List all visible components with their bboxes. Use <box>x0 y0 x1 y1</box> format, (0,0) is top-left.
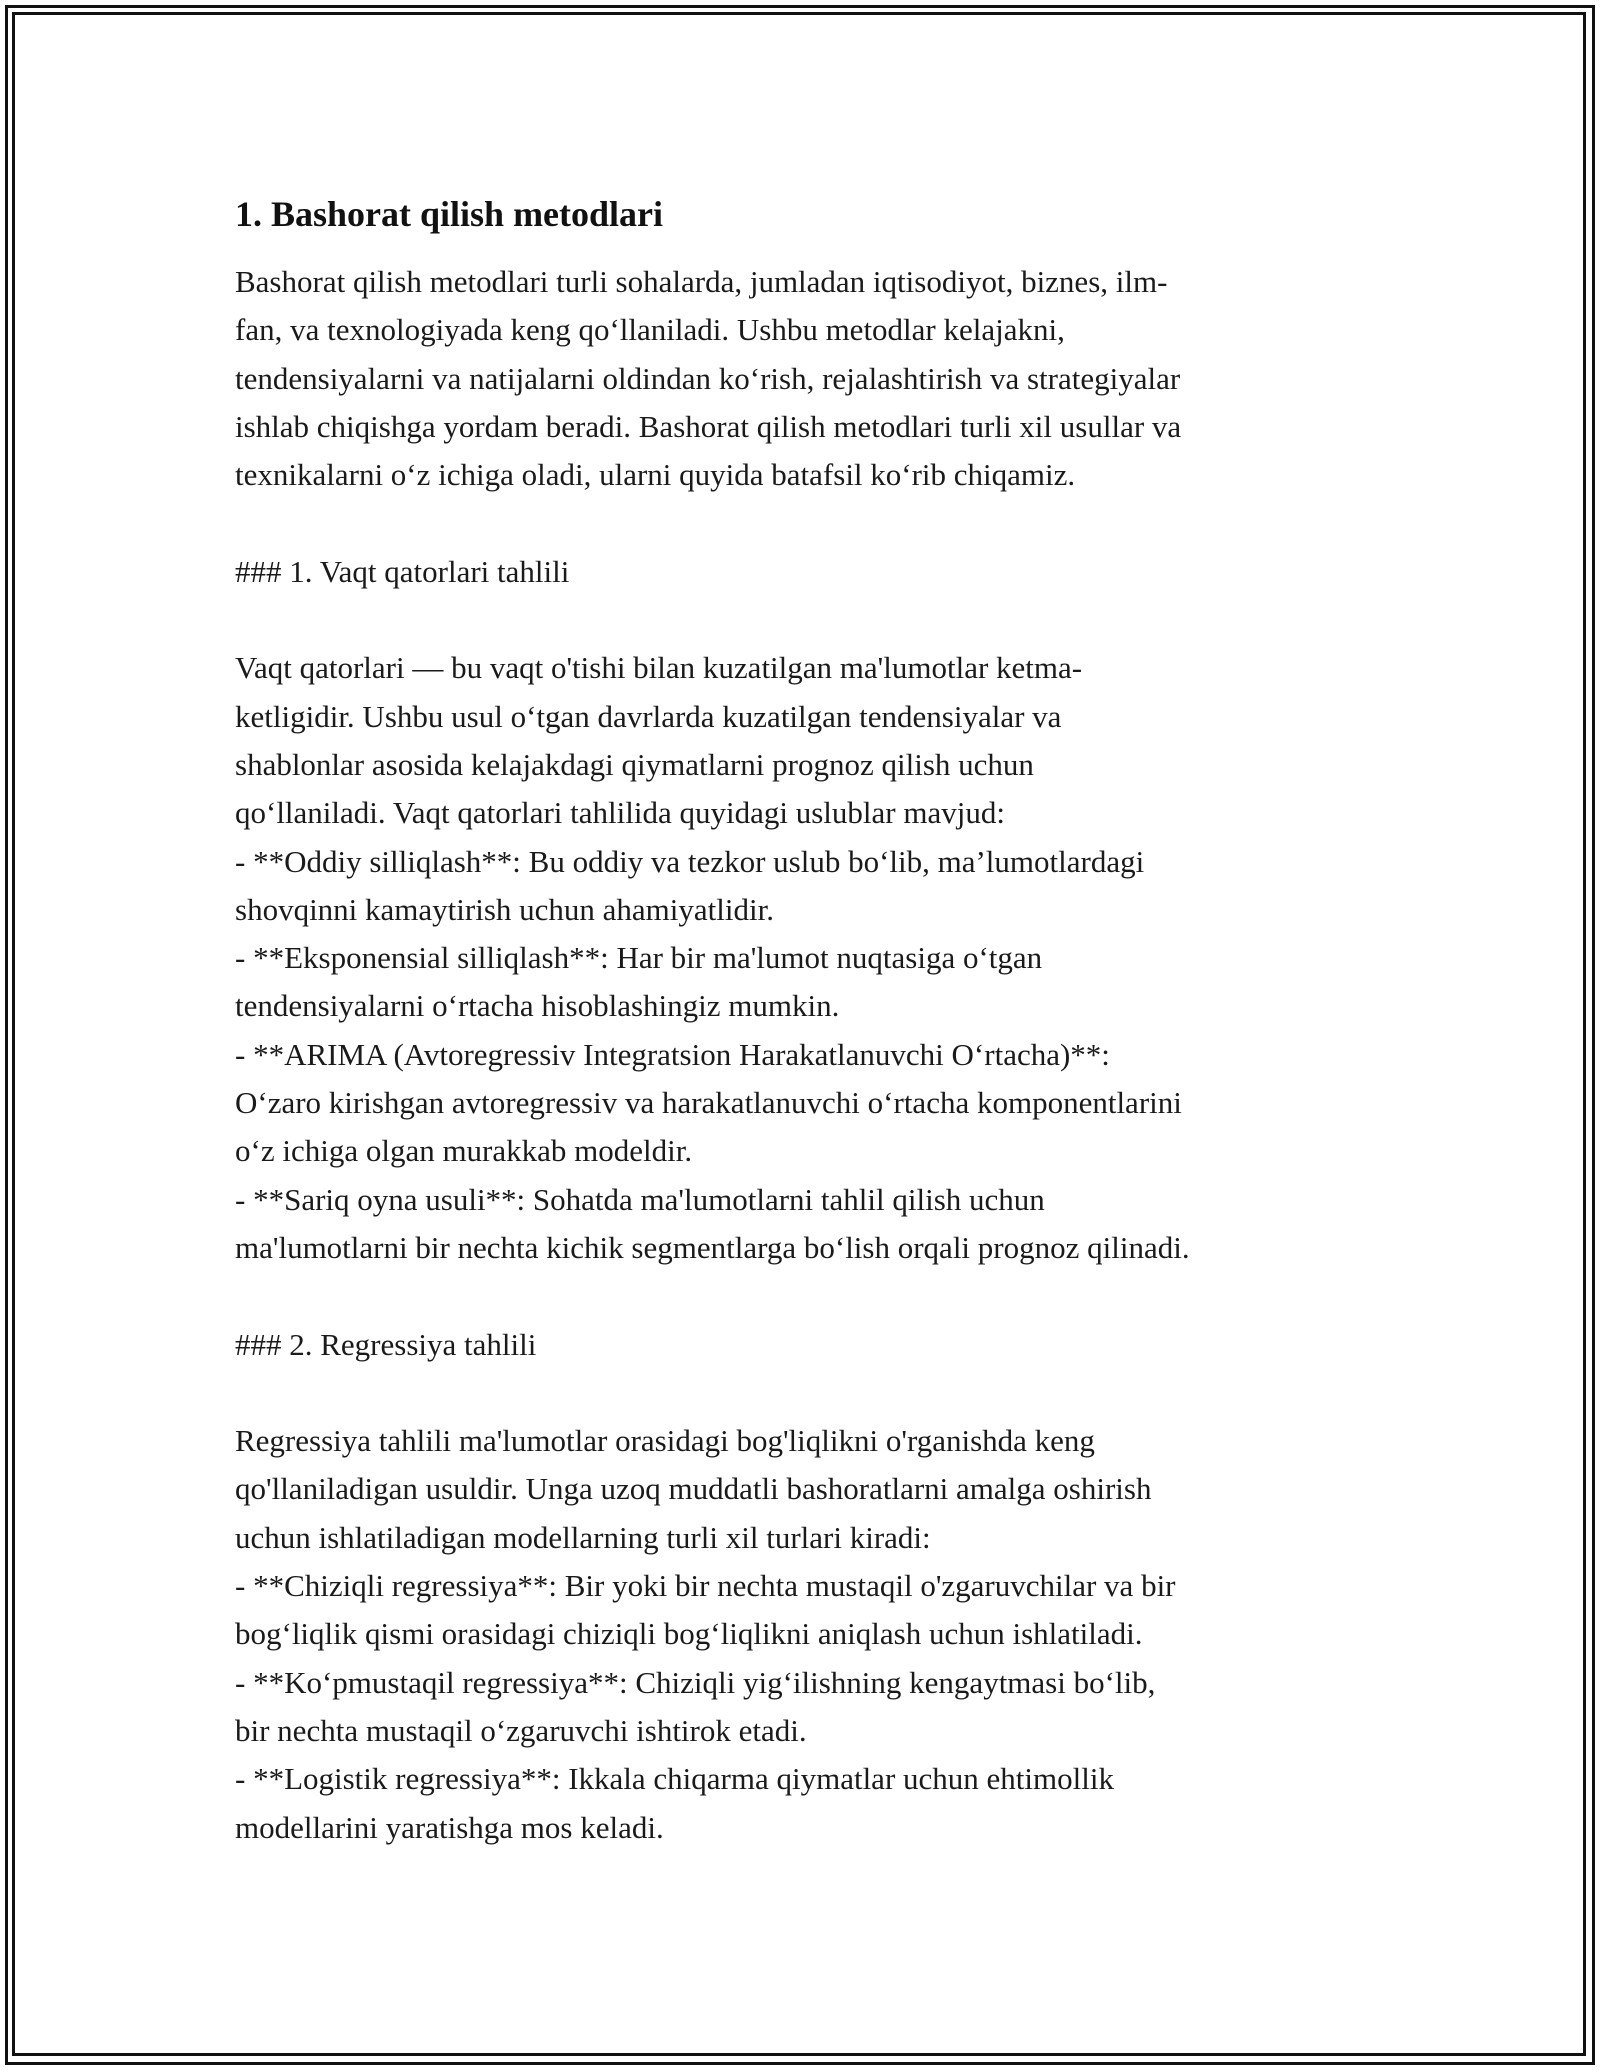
text-line: - **Eksponensial silliqlash**: Har bir ma'lumot nuqtasiga o‘tgan <box>235 940 1043 976</box>
text-line: - **Sariq oyna usuli**: Sohatda ma'lumotlarni tahlil qilish uchun <box>235 1181 1045 1217</box>
text-line: O‘zaro kirishgan avtoregressiv va harakatlanuvchi o‘rtacha komponentlarini <box>235 1085 1182 1121</box>
text-line: uchun ishlatiladigan modellarning turli xil turlari kiradi: <box>235 1519 931 1555</box>
text-line: - **Oddiy silliqlash**: Bu oddiy va tezkor uslub bo‘lib, ma’lumotlardagi <box>235 843 1145 879</box>
text-line: shovqinni kamaytirish uchun ahamiyatlidir. <box>235 891 774 927</box>
paragraph-gap <box>235 499 1375 547</box>
text-line: - **Ko‘pmustaqil regressiya**: Chiziqli yig‘ilishning kengaytmasi bo‘lib, <box>235 1664 1156 1700</box>
document-title: 1. Bashorat qilish metodlari <box>235 194 664 234</box>
text-line: fan, va texnologiyada keng qo‘llaniladi. Ushbu metodlar kelajakni, <box>235 312 1065 348</box>
text-line: texnikalarni o‘z ichiga oladi, ularni quyida batafsil ko‘rib chiqamiz. <box>235 457 1076 493</box>
text-line: ishlab chiqishga yordam beradi. Bashorat qilish metodlari turli xil usullar va <box>235 408 1182 444</box>
paragraph <box>235 1417 1375 1852</box>
text-line: Vaqt qatorlari — bu vaqt o'tishi bilan kuzatilgan ma'lumotlar ketma- <box>235 650 1083 686</box>
text-line: ketligidir. Ushbu usul o‘tgan davrlarda kuzatilgan tendensiyalar va <box>235 698 1062 734</box>
text-line: bog‘liqlik qismi orasidagi chiziqli bog‘liqlikni aniqlash uchun ishlatiladi. <box>235 1616 1143 1652</box>
text-line: qo‘llaniladi. Vaqt qatorlari tahlilida quyidagi uslublar mavjud: <box>235 795 1005 831</box>
text-line: shablonlar asosida kelajakdagi qiymatlarni prognoz qilish uchun <box>235 746 1034 782</box>
text-line: - **Chiziqli regressiya**: Bir yoki bir nechta mustaqil o'zgaruvchilar va bir <box>235 1568 1176 1604</box>
text-line: bir nechta mustaqil o‘zgaruvchi ishtirok etadi. <box>235 1712 807 1748</box>
section-heading <box>235 1321 1375 1369</box>
text-line: - **Logistik regressiya**: Ikkala chiqarma qiymatlar uchun ehtimollik <box>235 1761 1114 1797</box>
text-line: Regressiya tahlili ma'lumotlar orasidagi bog'liqlikni o'rganishda keng <box>235 1423 1095 1459</box>
section-heading <box>235 548 1375 596</box>
paragraph-gap <box>235 1272 1375 1320</box>
text-line: ma'lumotlarni bir nechta kichik segmentlarga bo‘lish orqali prognoz qilinadi. <box>235 1229 1190 1265</box>
document-body <box>235 258 1375 1852</box>
text-line: modellarini yaratishga mos keladi. <box>235 1809 664 1845</box>
text-line: tendensiyalarni va natijalarni oldindan ko‘rish, rejalashtirish va strategiyalar <box>235 360 1181 396</box>
text-line: Bashorat qilish metodlari turli sohalarda, jumladan iqtisodiyot, biznes, ilm- <box>235 264 1168 299</box>
text-line: - **ARIMA (Avtoregressiv Integratsion Harakatlanuvchi O‘rtacha)**: <box>235 1036 1110 1072</box>
text-line: o‘z ichiga olgan murakkab modeldir. <box>235 1133 693 1169</box>
text-line: qo'llaniladigan usuldir. Unga uzoq muddatli bashoratlarni amalga oshirish <box>235 1471 1152 1507</box>
document-page <box>235 190 1375 1852</box>
text-line: tendensiyalarni o‘rtacha hisoblashingiz mumkin. <box>235 988 840 1024</box>
paragraph-gap <box>235 1369 1375 1417</box>
paragraph <box>235 644 1375 1272</box>
text-line: ### 1. Vaqt qatorlari tahlili <box>235 553 570 589</box>
text-line: ### 2. Regressiya tahlili <box>235 1326 537 1362</box>
paragraph <box>235 258 1375 499</box>
paragraph-gap <box>235 596 1375 644</box>
